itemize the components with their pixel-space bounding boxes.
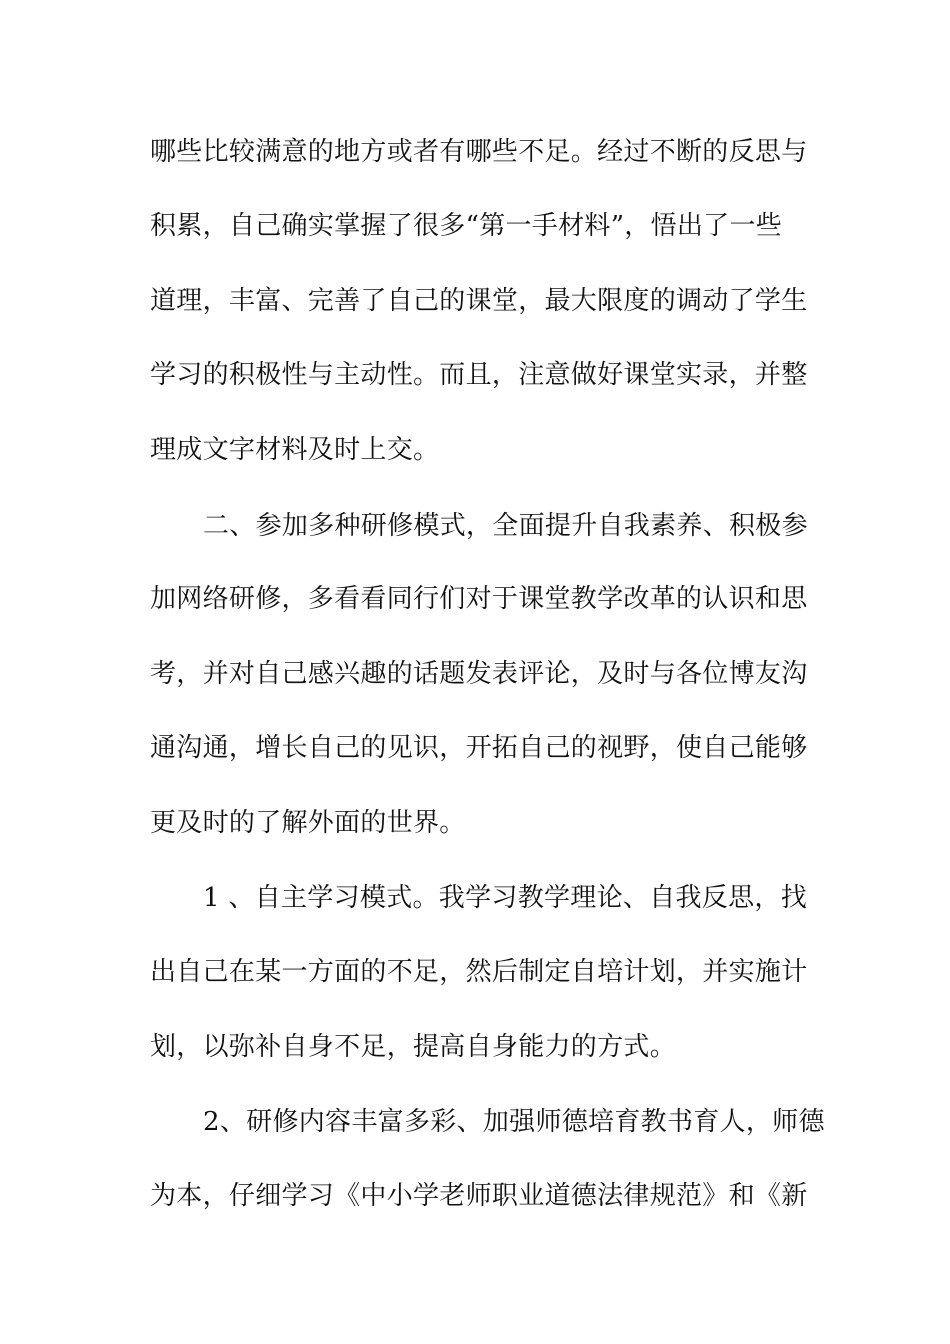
paragraph-start-line: 2、研修内容丰富多彩、加强师德培育教书育人，师德 [203, 1107, 825, 1137]
text-line: 通沟通，增长自己的见识，开拓自己的视野，使自己能够 [150, 733, 808, 763]
text-line: 加网络研修，多看看同行们对于课堂教学改革的认识和思 [150, 584, 808, 614]
text-line: 考，并对自己感兴趣的话题发表评论，及时与各位博友沟 [150, 659, 808, 689]
text-line: 划，以弥补自身不足，提高自身能力的方式。 [150, 1032, 677, 1062]
text-line: 学习的积极性与主动性。而且，注意做好课堂实录，并整 [150, 360, 808, 390]
paragraph-start-line: 二、参加多种研修模式，全面提升自我素养、积极参 [203, 511, 808, 541]
text-line: 理成文字材料及时上交。 [150, 435, 440, 465]
text-line: 积累，自己确实掌握了很多“第一手材料”，悟出了一些 [150, 211, 783, 241]
text-line: 出自己在某一方面的不足，然后制定自培计划，并实施计 [150, 957, 808, 987]
text-line: 为本，仔细学习《中小学老师职业道德法律规范》和《新 [150, 1181, 808, 1211]
text-line: 道理，丰富、完善了自己的课堂，最大限度的调动了学生 [150, 286, 808, 316]
text-line: 更及时的了解外面的世界。 [150, 808, 466, 838]
paragraph-start-line: 1 、自主学习模式。我学习教学理论、自我反思，找 [203, 883, 808, 913]
text-line: 哪些比较满意的地方或者有哪些不足。经过不断的反思与 [150, 137, 808, 167]
